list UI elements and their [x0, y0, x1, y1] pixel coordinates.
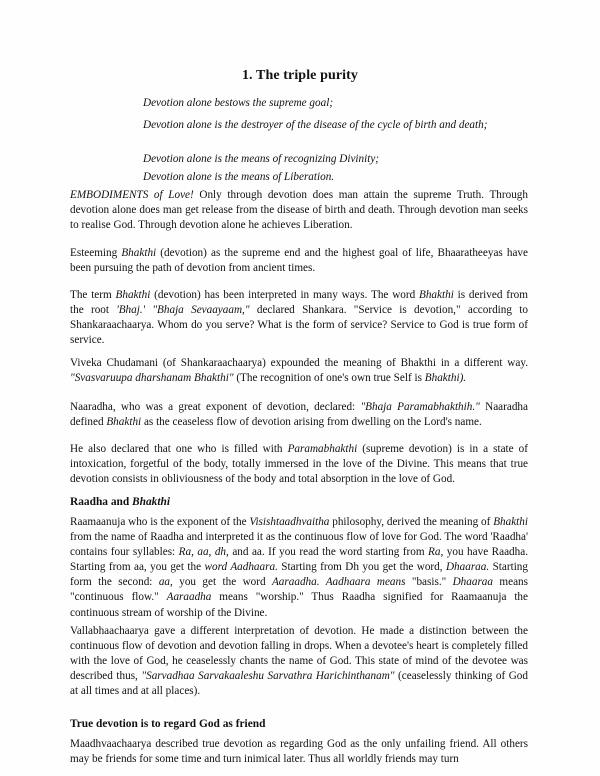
- verse-line-1: Devotion alone bestows the supreme goal;: [143, 97, 334, 109]
- section-heading-raadha: Raadha and Bhakthi: [70, 496, 171, 508]
- section-heading-friend: True devotion is to regard God as friend: [70, 718, 266, 730]
- verse-line-3: Devotion alone is the means of recognizing Divinity;: [143, 153, 380, 165]
- verse-line-2: Devotion alone is the destroyer of the disease of the cycle of birth and death;: [143, 119, 488, 131]
- verse-line-4: Devotion alone is the means of Liberation.: [143, 171, 335, 183]
- paragraph-embodiments: EMBODIMENTS of Love! Only through devotion does man attain the supreme Truth. Through devotion alone does man get release from the disease of birth and death. Through devotion man seeks to realise God. Through devotion alone he achieves Liberation.: [70, 189, 528, 232]
- paragraph-esteeming: Esteeming Bhakthi (devotion) as the supreme end and the highest goal of life, Bhaaratheeyas have been pursuing the path of devotion from ancient times.: [70, 247, 528, 275]
- paragraph-maadhvaachaarya: Maadhvaachaarya described true devotion as regarding God as the only unfailing friend. All others may be friends for some time and turn inimical later. Thus all worldly friends may turn: [70, 738, 528, 766]
- paragraph-viveka-chudamani: Viveka Chudamani (of Shankaraachaarya) expounded the meaning of Bhakthi in a different way. "Svasvaruupa dharshanam Bhakthi" (The recognition of one's own true Self is Bhakthi).: [70, 357, 528, 385]
- paragraph-paramabhakthi: He also declared that one who is filled with Paramabhakthi (supreme devotion) is in a state of intoxication, forgetful of the body, totally immersed in the love of the Divine. This means that true devotion consists in obliviousness of the body and total absorption in the love of God.: [70, 443, 529, 486]
- paragraph-term-bhakthi: The term Bhakthi (devotion) has been interpreted in many ways. The word Bhakthi is derived from the root 'Bhaj.' "Bhaja Sevaayaam," declared Shankara. "Service is devotion," according to Shankaraachaarya. Whom do you serve? What is the form of service? Service to God is true form of service.: [70, 289, 528, 347]
- paragraph-vallabhaachaarya: Vallabhaachaarya gave a different interpretation of devotion. He made a distinction between the continuous flow of devotion and devotion falling in drops. When a devotee's heart is completely filled with the love of God, he ceaselessly chants the name of God. This state of mind of the devotee was described thus, "Sarvadhaa Sarvakaaleshu Sarvathra Harichinthanam" (ceaselessly thinking of God at all times and at all places).: [70, 625, 528, 698]
- salutation: EMBODIMENTS of Love!: [70, 189, 194, 201]
- page-title: 1. The triple purity: [241, 68, 359, 83]
- paragraph-raamaanuja: Raamaanuja who is the exponent of the Visishtaadhvaitha philosophy, derived the meaning of Bhakthi from the name of Raadha and interpreted it as the continuous flow of love for God. The word 'Raadha' contains four syllables: Ra, aa, dh, and aa. If you read the word starting from Ra, you have Raadha. Starting from aa, you get the word Aadhaara. Starting from Dh you get the word, Dhaaraa. Starting form the second: aa, you get the word Aaraadha. Aadhaara means "basis." Dhaaraa means "continuous flow." Aaraadha means "worship." Thus Raadha signified for Raamaanuja the continuous stream of worship of the Divine.: [70, 516, 528, 619]
- paragraph-naaradha: Naaradha, who was a great exponent of devotion, declared: "Bhaja Paramabhakthih." Naaradha defined Bhakthi as the ceaseless flow of devotion arising from dwelling on the Lord's name.: [70, 401, 528, 429]
